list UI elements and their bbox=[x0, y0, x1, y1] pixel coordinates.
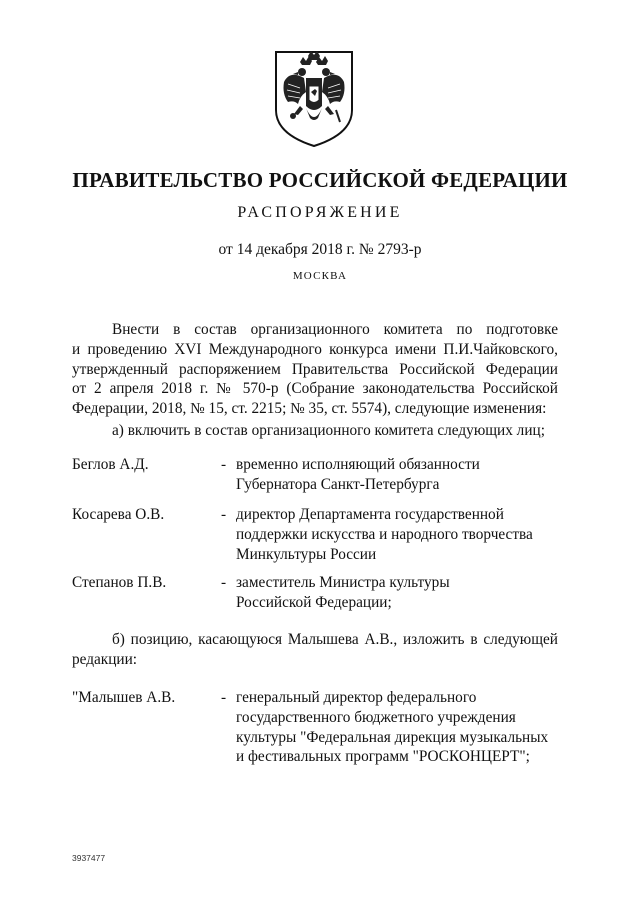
intro-line: и проведению XVI Международного конкурса имени П.И.Чайковского, bbox=[72, 340, 558, 358]
document-date-number: от 14 декабря 2018 г. № 2793-р bbox=[218, 241, 422, 258]
member-description-line: директор Департамента государственной bbox=[236, 506, 504, 523]
member-description-line: Российской Федерации; bbox=[236, 593, 392, 611]
member-name: Косарева О.В. bbox=[72, 506, 165, 523]
member-description-line: государственного бюджетного учреждения bbox=[236, 708, 516, 726]
member-dash: - bbox=[221, 456, 227, 473]
intro-line: утвержденный распоряжением Правительства Российской Федерации bbox=[72, 360, 558, 378]
member-description-line: культуры "Федеральная дирекция музыкальных bbox=[236, 728, 549, 746]
intro-paragraph bbox=[72, 320, 558, 419]
item-b-line: редакции: bbox=[72, 650, 138, 668]
member-description-line: заместитель Министра культуры bbox=[236, 574, 450, 591]
member-description bbox=[236, 573, 576, 613]
intro-line: от 2 апреля 2018 г. № 570-р (Собрание законодательства Российской bbox=[72, 380, 558, 398]
member-description bbox=[236, 688, 576, 767]
item-a-text: а) включить в состав организационного комитета следующих лиц; bbox=[112, 422, 545, 439]
member-description-line: и фестивальных программ "РОСКОНЦЕРТ"; bbox=[236, 748, 530, 766]
member-name: Степанов П.В. bbox=[72, 574, 167, 591]
document-type: РАСПОРЯЖЕНИЕ bbox=[237, 204, 403, 221]
member-description-line: генеральный директор федерального bbox=[236, 689, 477, 706]
member-dash: - bbox=[221, 574, 227, 591]
member-description bbox=[236, 505, 576, 564]
intro-line: Внести в состав организационного комитета по подготовке bbox=[112, 321, 558, 338]
item-b-line: б) позицию, касающуюся Малышева А.В., изложить в следующей bbox=[112, 631, 558, 648]
member-description bbox=[236, 455, 576, 495]
member-name: "Малышев А.В. bbox=[72, 689, 176, 706]
member-description-line: временно исполняющий обязанности bbox=[236, 456, 480, 473]
member-dash: - bbox=[221, 689, 227, 706]
member-name: Беглов А.Д. bbox=[72, 456, 149, 473]
item-b-paragraph bbox=[72, 630, 558, 670]
russian-coat-of-arms-icon bbox=[270, 48, 358, 148]
member-description-line: Минкультуры России bbox=[236, 545, 377, 563]
government-title: ПРАВИТЕЛЬСТВО РОССИЙСКОЙ ФЕДЕРАЦИИ bbox=[72, 168, 568, 192]
member-description-line: Губернатора Санкт-Петербурга bbox=[236, 475, 440, 493]
document-code: 3937477 bbox=[72, 853, 106, 863]
member-dash: - bbox=[221, 506, 227, 523]
item-a-paragraph bbox=[72, 421, 558, 441]
member-description-line: поддержки искусства и народного творчества bbox=[236, 525, 533, 543]
document-place: МОСКВА bbox=[292, 270, 348, 282]
intro-line: Федерации, 2018, № 15, ст. 2215; № 35, ст. 5574), следующие изменения: bbox=[72, 400, 547, 418]
